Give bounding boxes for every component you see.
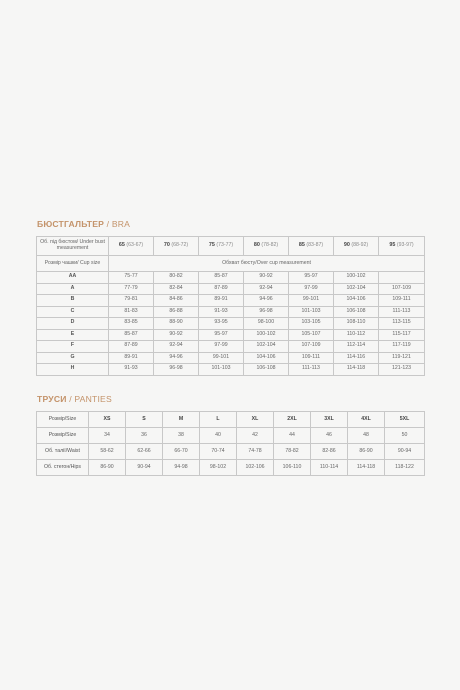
bra-table-row: [37, 272, 425, 284]
overcup-value-cell: 111-113: [379, 306, 425, 318]
panties-value-cell: XS: [89, 412, 126, 428]
panties-value-cell: 36: [126, 428, 163, 444]
band-size-header: [379, 237, 425, 256]
band-size-header: [334, 237, 379, 256]
bra-header-row: [37, 237, 425, 256]
overcup-value-cell: 108-110: [334, 318, 379, 330]
overcup-value-cell: 91-93: [199, 306, 244, 318]
bra-cup-label-row: [37, 256, 425, 272]
overcup-value-cell: 105-107: [289, 329, 334, 341]
band-size-value: 90: [343, 242, 350, 249]
overcup-value-cell: 80-82: [154, 272, 199, 284]
overcup-value-cell: 110-112: [334, 329, 379, 341]
cup-size-cell: B: [37, 295, 109, 307]
overcup-value-cell: 101-103: [289, 306, 334, 318]
bra-section-title: [37, 219, 130, 229]
panties-row-label: Об. стегон/Hips: [37, 460, 89, 476]
overcup-value-cell: [379, 272, 425, 284]
panties-row-label: Об. талії/Waist: [37, 444, 89, 460]
overcup-value-cell: 95-97: [289, 272, 334, 284]
panties-title-ua: ТРУСИ: [37, 394, 67, 404]
panties-value-cell: 62-66: [126, 444, 163, 460]
band-size-range: (73-77): [216, 242, 234, 249]
overcup-value-cell: 81-83: [109, 306, 154, 318]
cup-size-cell: A: [37, 283, 109, 295]
overcup-value-cell: 84-86: [154, 295, 199, 307]
panties-value-cell: 102-106: [237, 460, 274, 476]
overcup-value-cell: 99-101: [289, 295, 334, 307]
cup-size-cell: E: [37, 329, 109, 341]
cup-size-label: Розмір чашки/ Cup size: [37, 256, 109, 272]
panties-size-table: [36, 411, 425, 476]
band-size-header: [199, 237, 244, 256]
panties-value-cell: 118-122: [385, 460, 425, 476]
panties-value-cell: 48: [348, 428, 385, 444]
panties-value-cell: 70-74: [200, 444, 237, 460]
cup-size-cell: H: [37, 364, 109, 376]
overcup-value-cell: 107-109: [379, 283, 425, 295]
overcup-value-cell: 103-105: [289, 318, 334, 330]
overcup-value-cell: 96-98: [154, 364, 199, 376]
overcup-value-cell: 114-116: [334, 352, 379, 364]
panties-value-cell: 5XL: [385, 412, 425, 428]
panties-table-row: [37, 460, 425, 476]
bra-title-separator: /: [106, 219, 112, 229]
panties-value-cell: 86-90: [89, 460, 126, 476]
cup-size-cell: C: [37, 306, 109, 318]
bra-table-row: [37, 341, 425, 353]
panties-value-cell: 3XL: [311, 412, 348, 428]
overcup-value-cell: 109-111: [379, 295, 425, 307]
overcup-value-cell: 97-99: [289, 283, 334, 295]
panties-row-label: Розмір/Size: [37, 412, 89, 428]
band-size-range: (78-82): [261, 242, 279, 249]
overcup-value-cell: 106-108: [244, 364, 289, 376]
panties-value-cell: 82-86: [311, 444, 348, 460]
overcup-value-cell: 88-90: [154, 318, 199, 330]
bra-size-table: [36, 236, 425, 376]
overcup-value-cell: 101-103: [199, 364, 244, 376]
band-size-value: 80: [253, 242, 260, 249]
band-size-value: 65: [118, 242, 125, 249]
band-size-range: (88-92): [351, 242, 369, 249]
panties-table-row: [37, 428, 425, 444]
overcup-value-cell: 93-95: [199, 318, 244, 330]
overcup-value-cell: 83-85: [109, 318, 154, 330]
panties-value-cell: 42: [237, 428, 274, 444]
cup-size-cell: F: [37, 341, 109, 353]
overcup-value-cell: 100-102: [334, 272, 379, 284]
overcup-value-cell: 104-106: [334, 295, 379, 307]
overcup-value-cell: 87-89: [109, 341, 154, 353]
band-size-range: (68-72): [171, 242, 189, 249]
cup-size-cell: D: [37, 318, 109, 330]
panties-value-cell: 46: [311, 428, 348, 444]
panties-value-cell: 98-102: [200, 460, 237, 476]
panties-value-cell: 86-90: [348, 444, 385, 460]
overcup-value-cell: 117-119: [379, 341, 425, 353]
overcup-value-cell: 114-118: [334, 364, 379, 376]
overcup-value-cell: 79-81: [109, 295, 154, 307]
panties-value-cell: 106-110: [274, 460, 311, 476]
overcup-value-cell: 92-94: [244, 283, 289, 295]
band-size-header: [244, 237, 289, 256]
panties-value-cell: 2XL: [274, 412, 311, 428]
overcup-value-cell: 111-113: [289, 364, 334, 376]
overcup-value-cell: 121-123: [379, 364, 425, 376]
panties-value-cell: 66-70: [163, 444, 200, 460]
overcup-value-cell: 89-91: [199, 295, 244, 307]
overcup-label: Обхват бюсту/Over cup measurement: [109, 256, 425, 272]
overcup-value-cell: 107-109: [289, 341, 334, 353]
overcup-value-cell: 90-92: [244, 272, 289, 284]
band-size-range: (83-87): [306, 242, 324, 249]
bra-table-row: [37, 329, 425, 341]
band-size-value: 85: [298, 242, 305, 249]
overcup-value-cell: 87-89: [199, 283, 244, 295]
bra-table-row: [37, 364, 425, 376]
band-size-header: [289, 237, 334, 256]
panties-value-cell: 94-98: [163, 460, 200, 476]
panties-row-label: Розмір/Size: [37, 428, 89, 444]
overcup-value-cell: 85-87: [199, 272, 244, 284]
overcup-value-cell: 86-88: [154, 306, 199, 318]
bra-table-row: [37, 295, 425, 307]
panties-title-separator: /: [69, 394, 75, 404]
overcup-value-cell: 102-104: [244, 341, 289, 353]
panties-table-row: [37, 412, 425, 428]
bra-table-row: [37, 318, 425, 330]
band-size-value: 75: [208, 242, 215, 249]
overcup-value-cell: 94-96: [244, 295, 289, 307]
bra-title-en: BRA: [111, 219, 131, 229]
overcup-value-cell: 96-98: [244, 306, 289, 318]
panties-value-cell: L: [200, 412, 237, 428]
overcup-value-cell: 75-77: [109, 272, 154, 284]
panties-value-cell: 110-114: [311, 460, 348, 476]
overcup-value-cell: 113-115: [379, 318, 425, 330]
panties-value-cell: XL: [237, 412, 274, 428]
overcup-value-cell: 104-106: [244, 352, 289, 364]
panties-title-en: PANTIES: [74, 394, 112, 404]
panties-value-cell: 78-82: [274, 444, 311, 460]
overcup-value-cell: 100-102: [244, 329, 289, 341]
panties-value-cell: 44: [274, 428, 311, 444]
overcup-value-cell: 82-84: [154, 283, 199, 295]
panties-value-cell: 34: [89, 428, 126, 444]
panties-value-cell: S: [126, 412, 163, 428]
bra-title-ua: БЮСТГАЛЬТЕР: [37, 219, 105, 229]
panties-value-cell: M: [163, 412, 200, 428]
cup-size-cell: G: [37, 352, 109, 364]
bra-table-row: [37, 306, 425, 318]
band-size-value: 70: [163, 242, 170, 249]
overcup-value-cell: 77-79: [109, 283, 154, 295]
overcup-value-cell: 119-121: [379, 352, 425, 364]
overcup-value-cell: 92-94: [154, 341, 199, 353]
overcup-value-cell: 91-93: [109, 364, 154, 376]
panties-value-cell: 74-78: [237, 444, 274, 460]
band-size-header: [154, 237, 199, 256]
panties-table-row: [37, 444, 425, 460]
band-size-header: [109, 237, 154, 256]
cup-size-cell: AA: [37, 272, 109, 284]
panties-value-cell: 4XL: [348, 412, 385, 428]
under-bust-label: Об. під бюстом/ Under bust measurement: [37, 237, 109, 256]
panties-value-cell: 114-118: [348, 460, 385, 476]
panties-value-cell: 58-62: [89, 444, 126, 460]
panties-value-cell: 38: [163, 428, 200, 444]
overcup-value-cell: 90-92: [154, 329, 199, 341]
panties-value-cell: 40: [200, 428, 237, 444]
overcup-value-cell: 97-99: [199, 341, 244, 353]
overcup-value-cell: 115-117: [379, 329, 425, 341]
band-size-value: 95: [389, 242, 396, 249]
overcup-value-cell: 98-100: [244, 318, 289, 330]
overcup-value-cell: 89-91: [109, 352, 154, 364]
bra-table-row: [37, 352, 425, 364]
overcup-value-cell: 95-97: [199, 329, 244, 341]
overcup-value-cell: 102-104: [334, 283, 379, 295]
bra-table-row: [37, 283, 425, 295]
panties-value-cell: 50: [385, 428, 425, 444]
overcup-value-cell: 99-101: [199, 352, 244, 364]
overcup-value-cell: 112-114: [334, 341, 379, 353]
overcup-value-cell: 85-87: [109, 329, 154, 341]
band-size-range: (63-67): [126, 242, 144, 249]
overcup-value-cell: 94-96: [154, 352, 199, 364]
overcup-value-cell: 106-108: [334, 306, 379, 318]
panties-value-cell: 90-94: [385, 444, 425, 460]
panties-value-cell: 90-94: [126, 460, 163, 476]
panties-section-title: [37, 394, 112, 404]
band-size-range: (93-97): [396, 242, 414, 249]
overcup-value-cell: 109-111: [289, 352, 334, 364]
